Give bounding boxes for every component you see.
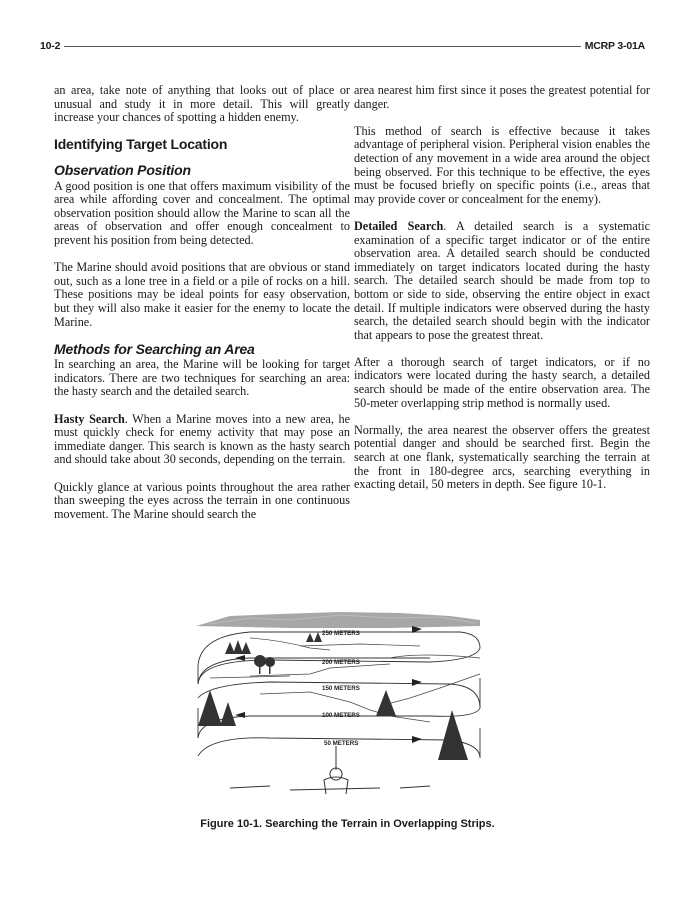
section-heading-identifying-target-location: Identifying Target Location [54,136,228,153]
normally-paragraph: Normally, the area nearest the observer offers the greatest potential danger and should be searched first. Begin the search at one flank, systematically searching the terrain at the front in 180-degree arcs, searching everything in exacting detail, 50 meters in depth. See figure 10-1. [354,422,650,492]
subheading-methods-for-searching: Methods for Searching an Area [54,340,255,357]
intro-paragraph: an area, take note of anything that looks out of place or unusual and study it in more detail. This will greatly increase your chances of spotting a hidden enemy. [54,83,350,125]
hasty-search-text: . When a Marine moves into a new area, he must quickly check for enemy activity that may pose an immediate danger. This search is known as the hasty search and should take about 30 seconds, depending on the terrain. [54,411,350,467]
strip-label-50: 50 METERS [324,740,359,747]
hasty-search-label: Hasty Search [54,411,125,426]
after-search-paragraph: After a thorough search of target indicators, or if no indicators were located during the hasty search, a detailed search should be made of the entire observation area. The 50-meter overlapping strip method is normally used. [354,354,650,410]
header-rule [64,46,581,47]
terrain-illustration [190,598,508,808]
hasty-search-paragraph [54,413,350,467]
left-column [54,84,350,535]
document-id: MCRP 3-01A [584,40,645,52]
figure-caption: Figure 10-1. Searching the Terrain in Overlapping Strips. [200,818,495,830]
observation-paragraph-1: A good position is one that offers maximum visibility of the area while affording cover and concealment. The optimal observation position should allow the Marine to scan all the areas of observation and offer enough concealment to prevent his position from being detected. [54,178,350,247]
strip-label-250: 250 METERS [322,630,360,637]
subheading-observation-position: Observation Position [54,161,191,178]
glance-paragraph: Quickly glance at various points throughout the area rather than sweeping the eyes across the terrain in one continuous movement. The Marine should search the [54,479,350,521]
figure-overlapping-strips [190,598,508,808]
detailed-search-paragraph [354,220,650,342]
detailed-search-text: . A detailed search is a systematic examination of a specific target indicator or of the entire observation area. A detailed search should be conducted immediately on target indicators located during the hasty search. The detailed search should be made from top to bottom or side to side, observing the entire object in exact detail. If multiple indicators were observed during the hasty search, the detailed search should begin with the indicator that appears to pose the greatest threat. [354,218,651,342]
strip-label-200: 200 METERS [322,659,360,666]
observation-paragraph-2: The Marine should avoid positions that are obvious or stand out, such as a lone tree in a field or a pile of rocks on a hill. These positions may be ideal points for easy observation, but they will also make it easier for the enemy to locate the Marine. [54,260,350,329]
strip-label-100: 100 METERS [322,712,360,719]
page-number: 10-2 [40,40,61,52]
observer-figure [230,746,430,794]
continuation-paragraph: area nearest him first since it poses the greatest potential for danger. [354,83,650,111]
strip-label-150: 150 METERS [322,685,360,692]
method-effective-paragraph: This method of search is effective because it takes advantage of peripheral vision. Peripheral vision enables the detection of any movement in a wide area around the object being observed. For this technique to be effective, the eyes must be focused briefly on specific points (i.e., areas that may provide cover or concealment for the enemy). [354,123,650,206]
right-column [354,84,650,505]
page-header [40,38,645,54]
methods-paragraph: In searching an area, the Marine will be looking for target indicators. There are two techniques for searching an area: the hasty search and the detailed search. [54,357,350,399]
detailed-search-label: Detailed Search [354,218,444,233]
